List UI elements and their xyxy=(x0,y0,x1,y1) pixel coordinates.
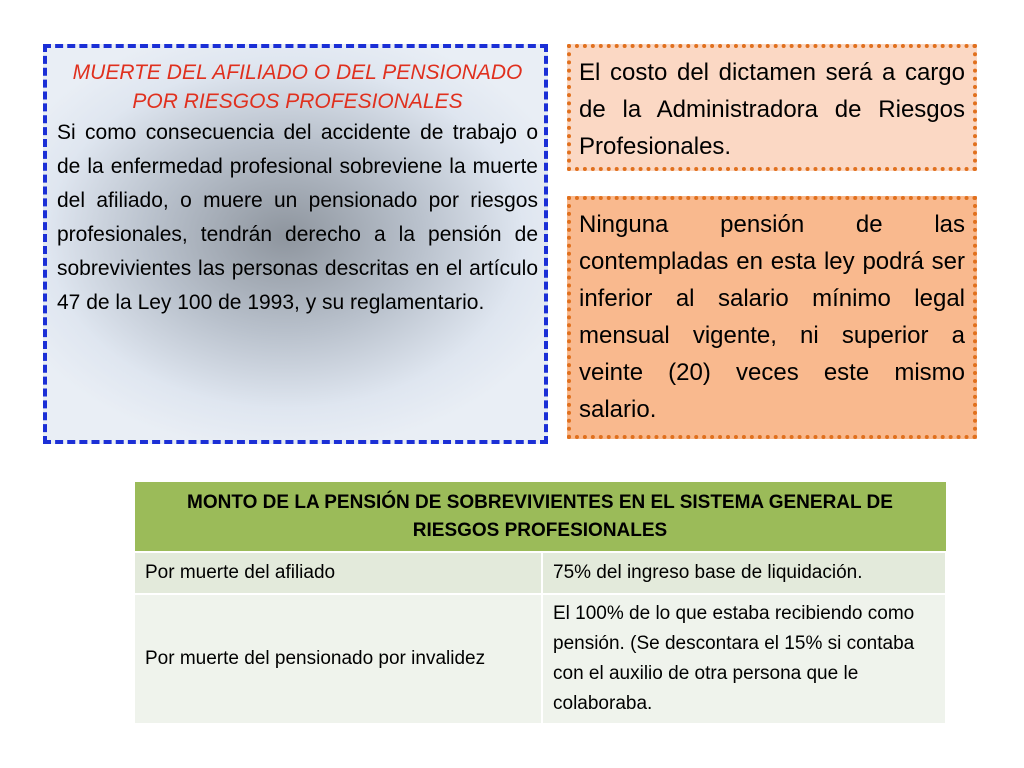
pension-limits-box xyxy=(567,196,977,439)
table-cell-amount: El 100% de lo que estaba recibiendo como pensión. (Se descontara el 15% si contaba con el auxilio de otra persona que le colaboraba. xyxy=(542,594,946,724)
assessment-cost-text: El costo del dictamen será a cargo de la Administradora de Riesgos Profesionales. xyxy=(579,59,965,160)
table-row xyxy=(134,552,946,594)
table-cell-amount: 75% del ingreso base de liquidación. xyxy=(542,552,946,594)
table-header-row xyxy=(134,482,946,553)
table-row xyxy=(134,594,946,724)
death-of-affiliate-title: MUERTE DEL AFILIADO O DEL PENSIONADO POR RIESGOS PROFESIONALES xyxy=(72,61,523,113)
table-cell-case: Por muerte del pensionado por invalidez xyxy=(134,594,542,724)
survivor-pension-table xyxy=(133,481,947,725)
death-of-affiliate-box xyxy=(43,44,548,444)
assessment-cost-box xyxy=(567,44,977,171)
pension-limits-text: Ninguna pensión de las contempladas en esta ley podrá ser inferior al salario mínimo legal mensual vigente, ni superior a veinte (20) veces este mismo salario. xyxy=(579,211,965,423)
table-header: MONTO DE LA PENSIÓN DE SOBREVIVIENTES EN EL SISTEMA GENERAL DE RIESGOS PROFESIONALES xyxy=(134,482,946,553)
table-cell-case: Por muerte del afiliado xyxy=(134,552,542,594)
death-of-affiliate-body: Si como consecuencia del accidente de trabajo o de la enfermedad profesional sobreviene la muerte del afiliado, o muere un pensionado por riesgos profesionales, tendrán derecho a la pensión de sobrevivientes las personas descritas en el artículo 47 de la Ley 100 de 1993, y su reglamentario. xyxy=(57,121,538,314)
